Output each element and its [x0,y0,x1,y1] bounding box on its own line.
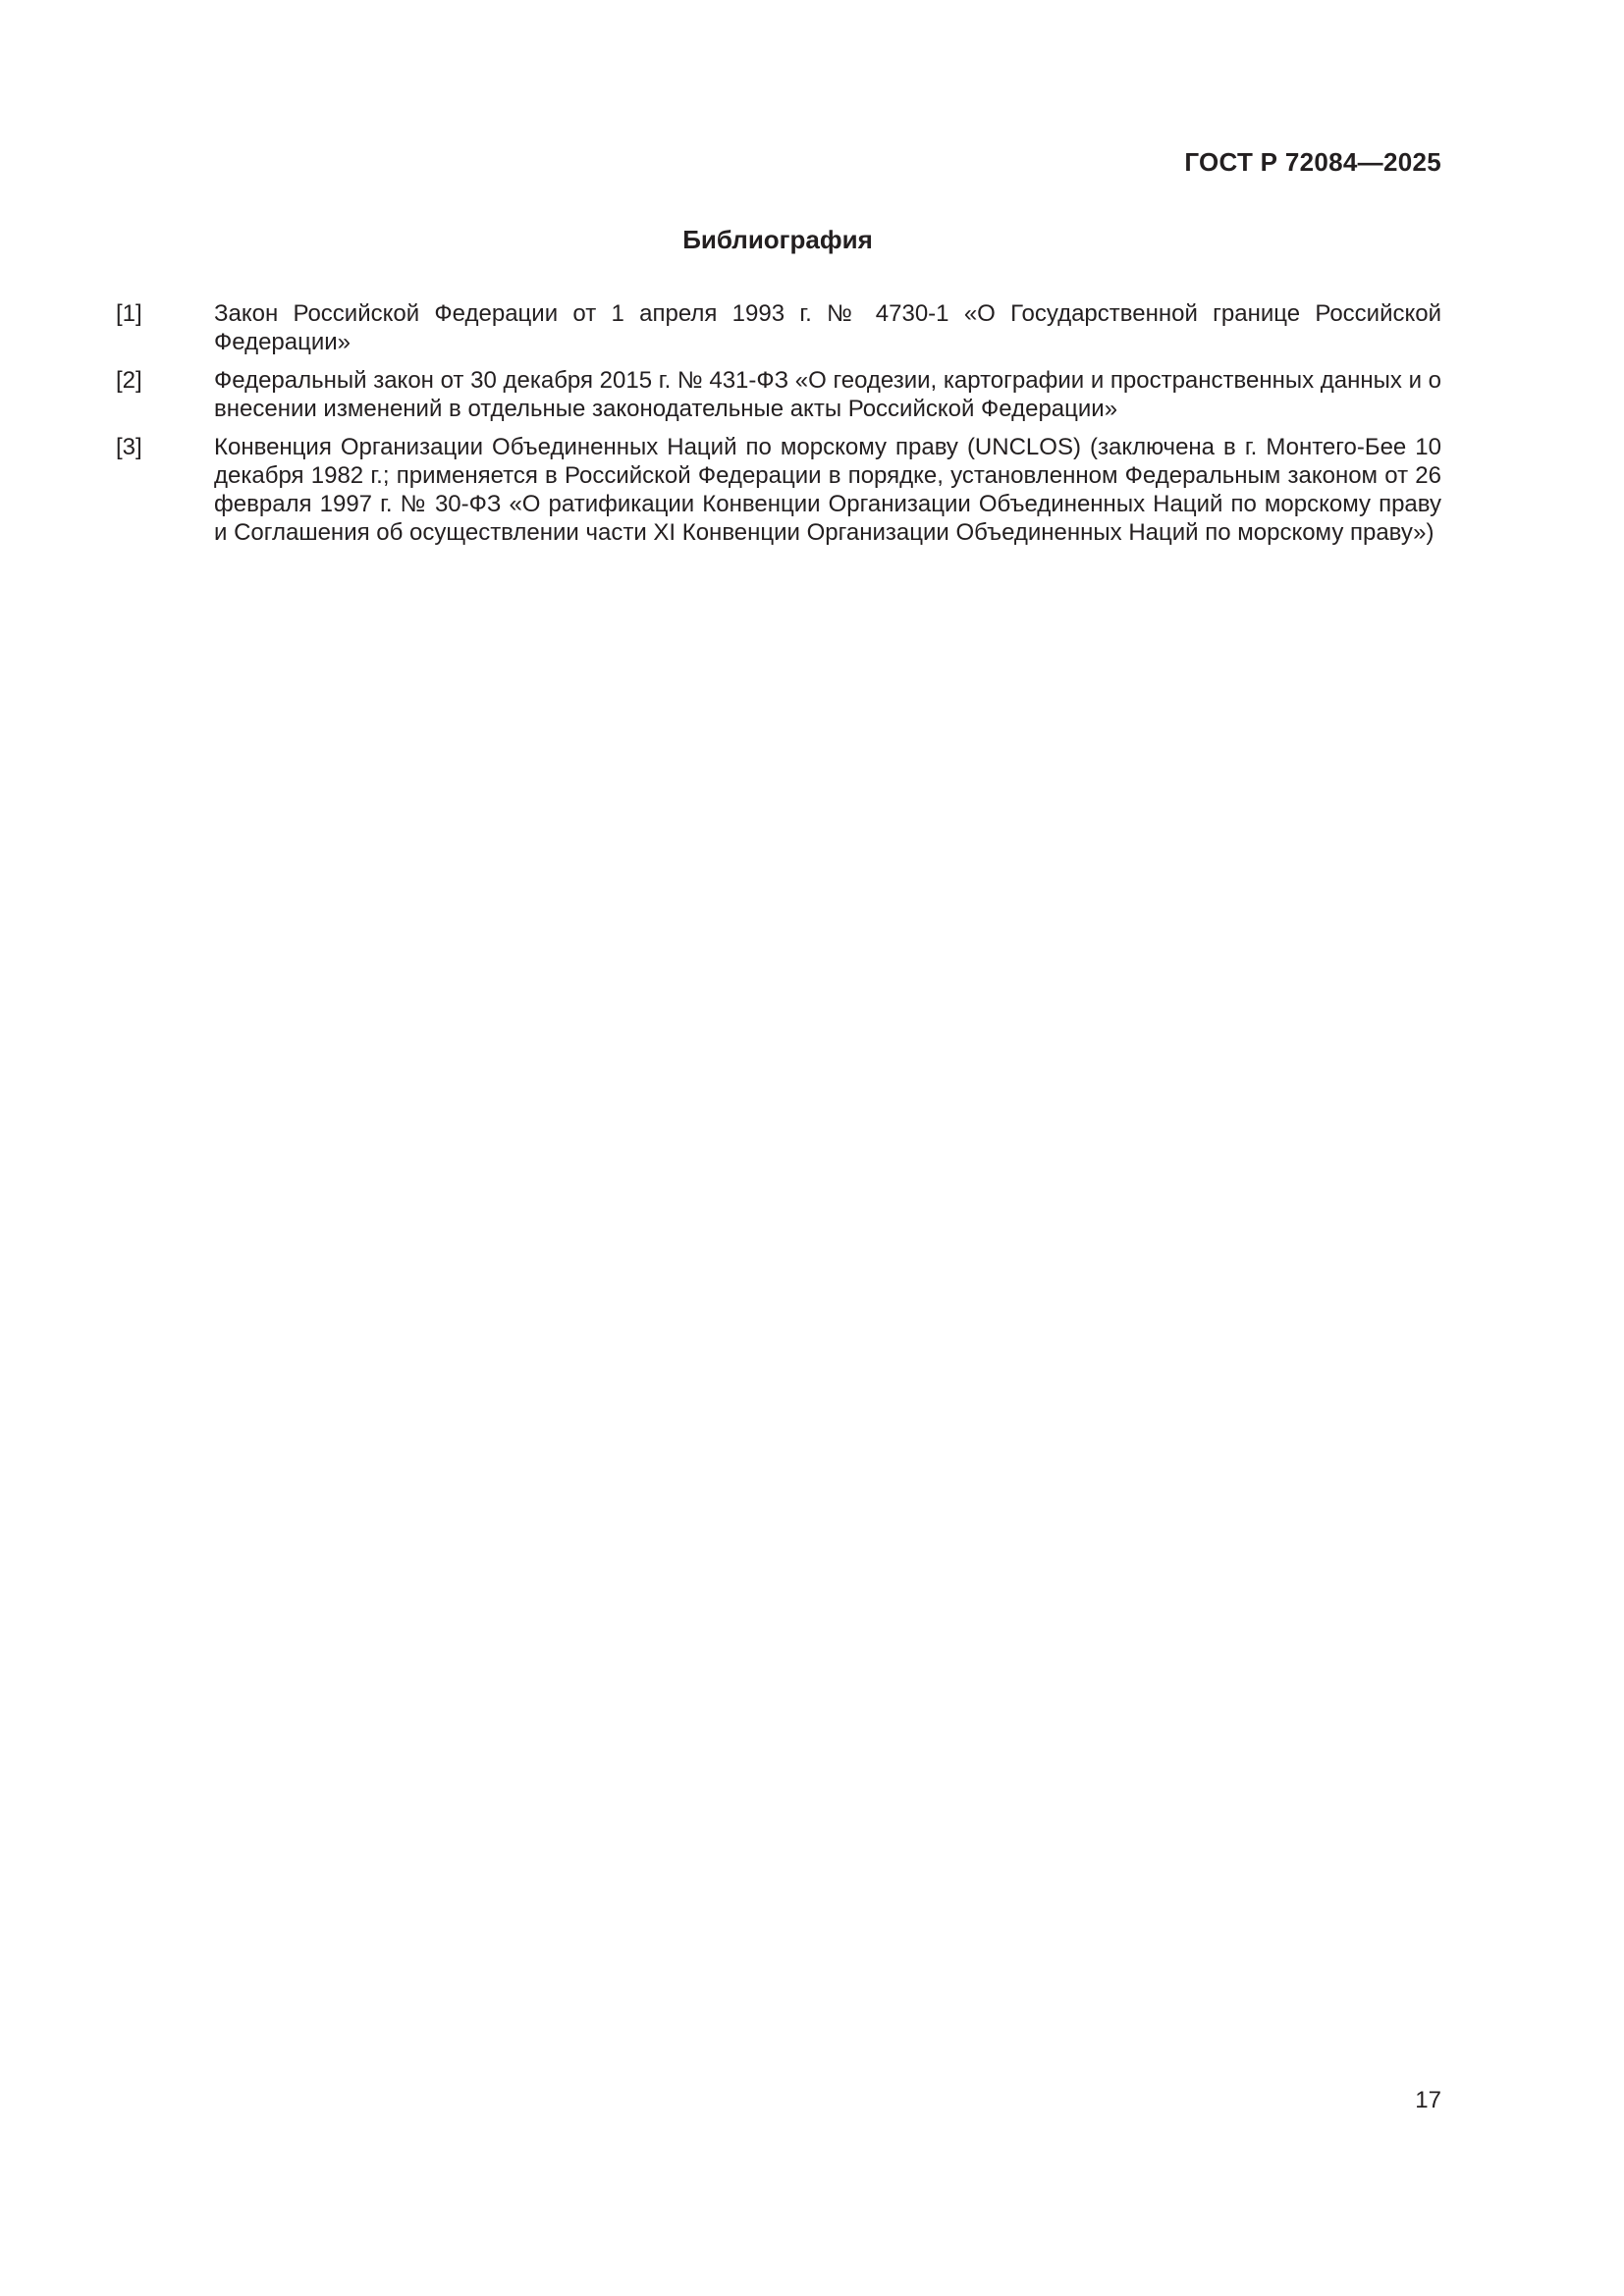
bibliography-item [116,366,1441,423]
bibliography-item-text: Федеральный закон от 30 декабря 2015 г. № 431-ФЗ «О геодезии, картографии и пространственных данных и о внесении изменений в отдельные законодательные акты Российской Федерации» [214,367,1441,422]
bibliography-title: Библиография [682,225,873,254]
bibliography-item-text: Закон Российской Федерации от 1 апреля 1993 г. № 4730-1 «О Государственной границе Российской Федерации» [214,300,1441,355]
bibliography-item-number: [1] [116,300,142,327]
bibliography-list [116,299,1441,557]
bibliography-item [116,433,1441,547]
bibliography-item [116,299,1441,356]
document-code: ГОСТ Р 72084—2025 [1184,147,1441,177]
page-number: 17 [1415,2087,1441,2113]
bibliography-item-number: [3] [116,434,142,460]
bibliography-item-text: Конвенция Организации Объединенных Наций по морскому праву (UNCLOS) (заключена в г. Монтего-Бее 10 декабря 1982 г.; применяется в Российской Федерации в порядке, установленном Федеральным законом от 26 февраля 1997 г. № 30-ФЗ «О ратификации Конвенции Организации Объединенных Наций по морскому праву и Соглашения об осуществлении части XI Конвенции Организации Объединенных Наций по морскому праву») [214,434,1441,546]
bibliography-item-number: [2] [116,367,142,394]
